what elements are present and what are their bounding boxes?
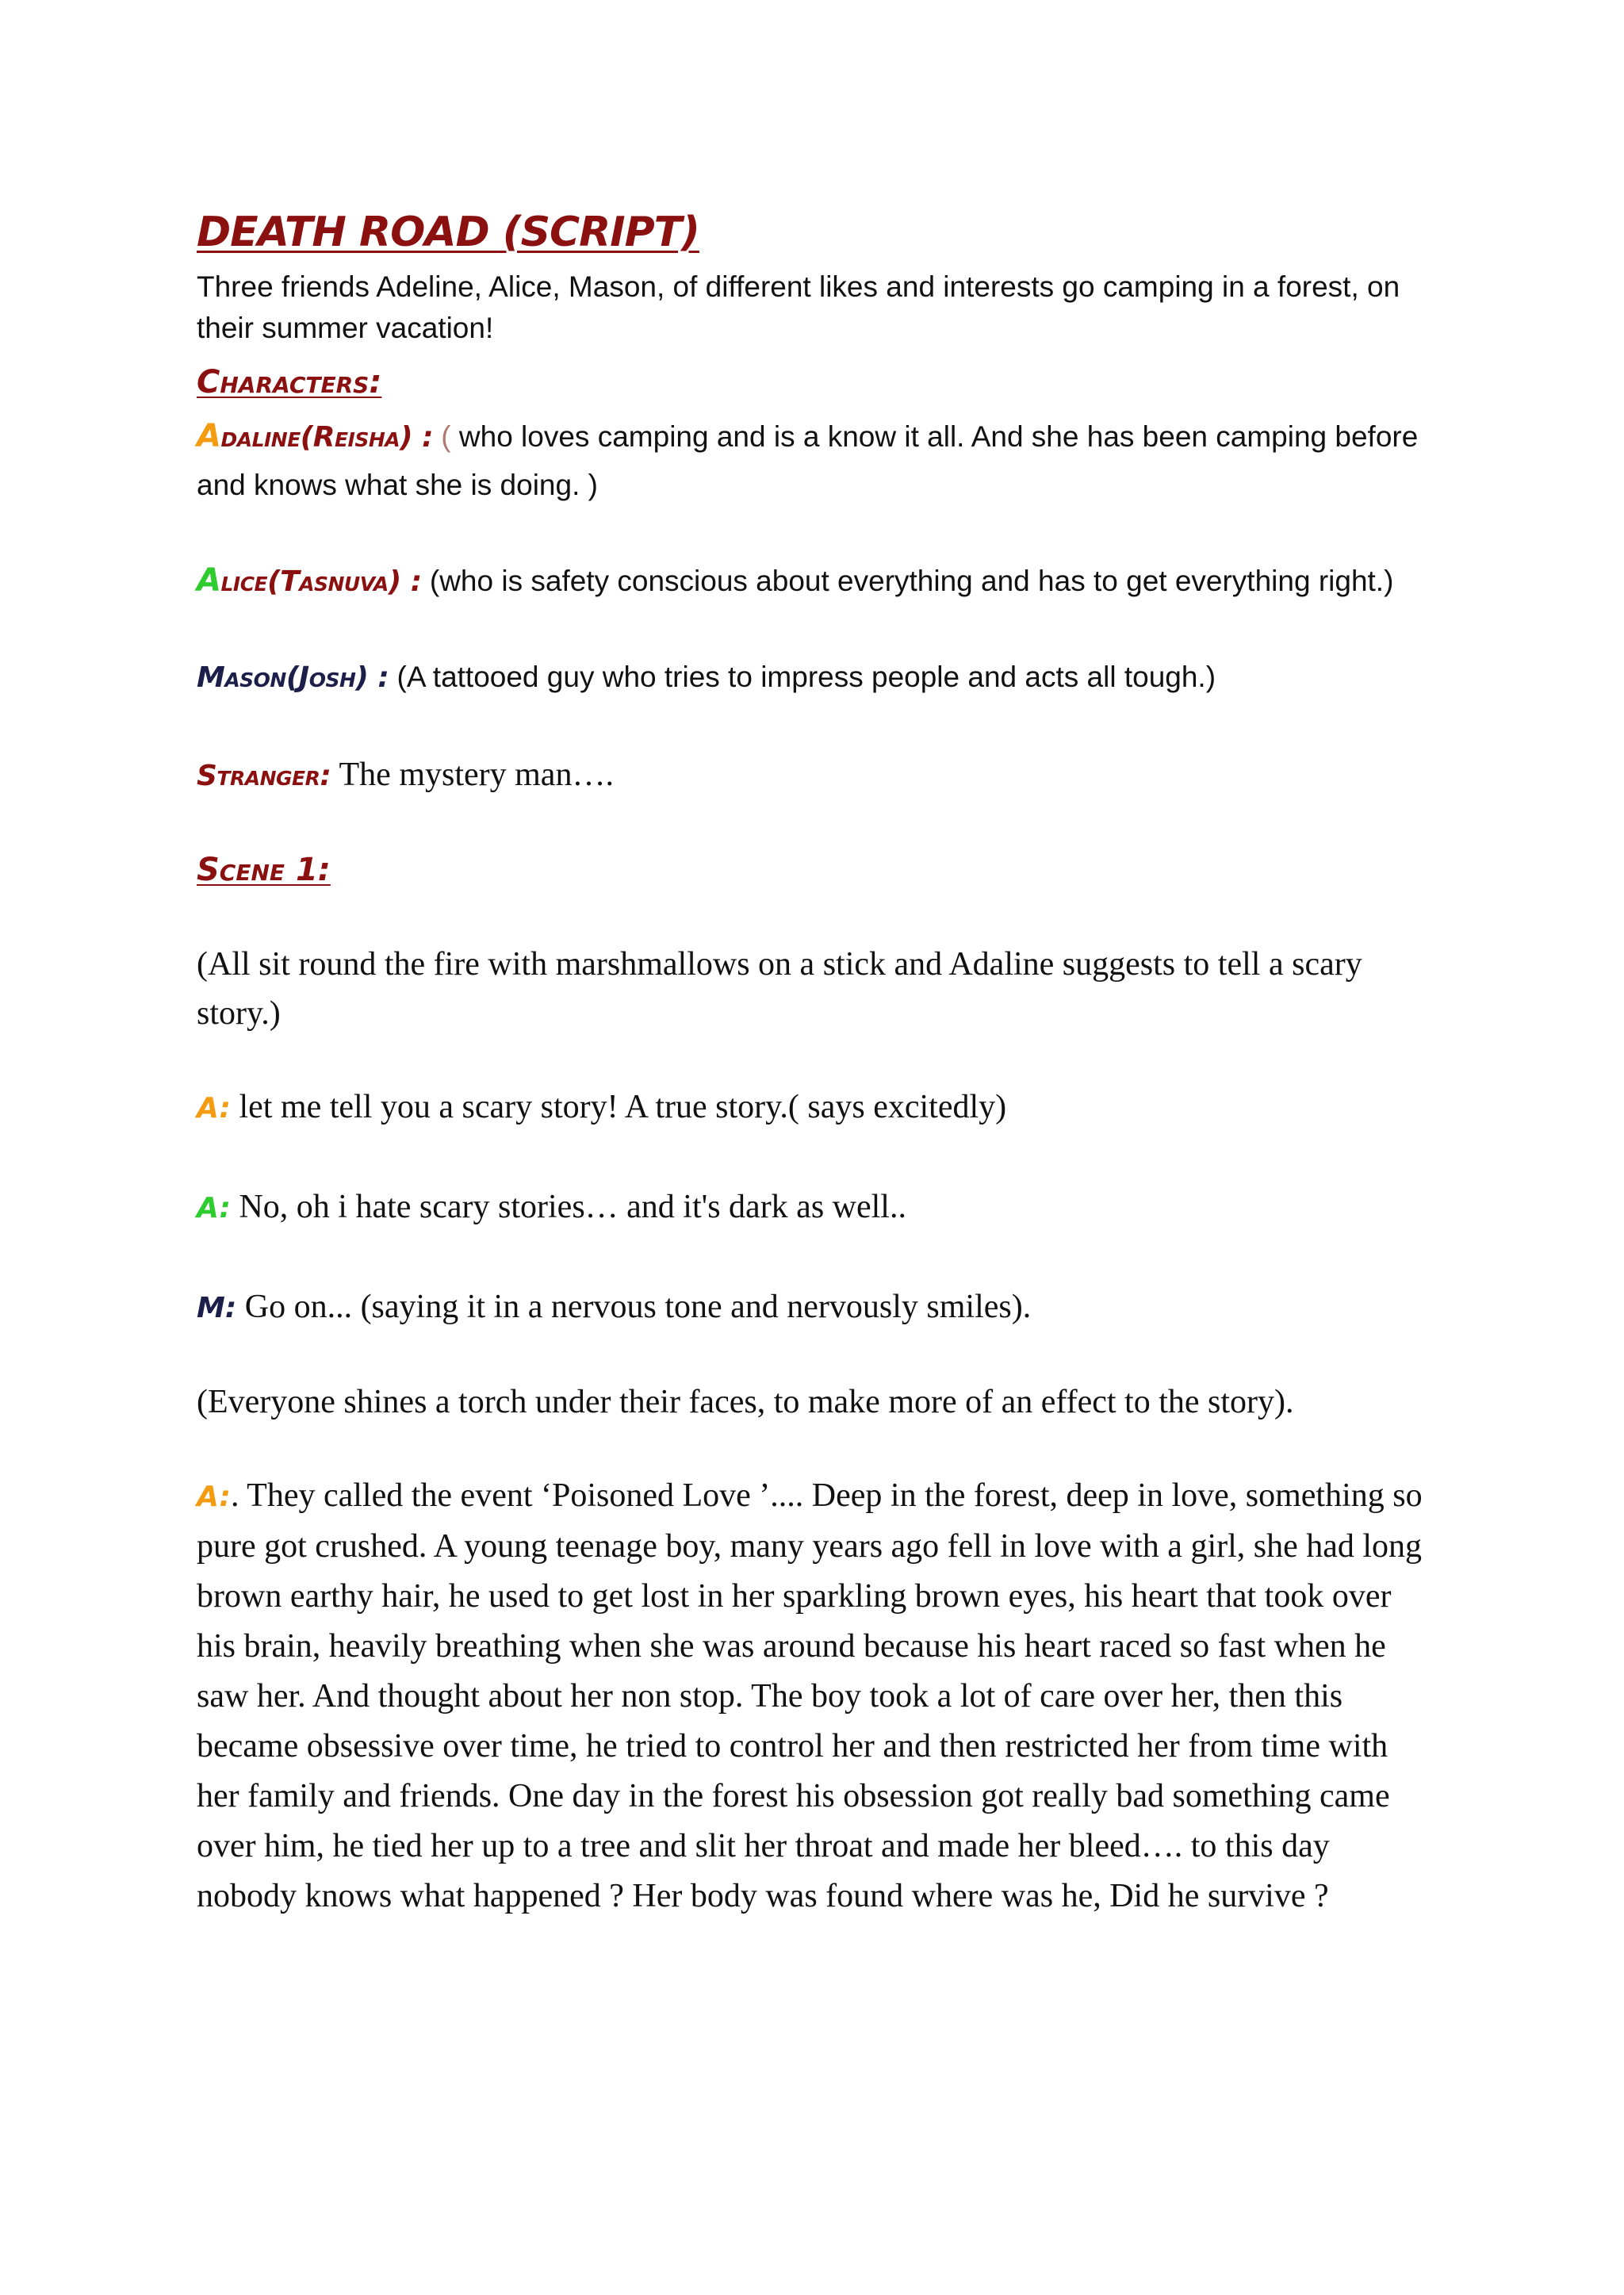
character-mason: [197, 653, 1434, 702]
alice-initial: A: [197, 562, 221, 599]
speaker-adaline-2: A:: [197, 1481, 231, 1513]
speaker-adaline-1: A:: [197, 1092, 231, 1125]
adaline-initial: A: [197, 418, 221, 454]
dialogue-line-4: [197, 1471, 1434, 1921]
dialogue-text-1: let me tell you a scary story! A true story.( says excitedly): [239, 1089, 1007, 1125]
dialogue-line-1: [197, 1082, 1434, 1133]
stranger-name: Stranger:: [197, 760, 331, 792]
alice-name: lice(Tasnuva) :: [220, 565, 422, 598]
dialogue-line-3: [197, 1282, 1434, 1333]
mason-name: Mason(Josh) :: [197, 661, 389, 694]
dialogue-text-3: Go on... (saying it in a nervous tone and nervously smiles).: [244, 1289, 1032, 1325]
speaker-alice: A:: [197, 1192, 231, 1224]
intro-paragraph: Three friends Adeline, Alice, Mason, of different likes and interests go camping in a forest, on their summer vacation!: [197, 270, 1400, 344]
speaker-mason: M:: [197, 1292, 237, 1324]
stage-direction-1: (All sit round the fire with marshmallows on a stick and Adaline suggests to tell a scary story.): [197, 946, 1362, 1032]
character-name-alice: [197, 562, 422, 599]
scene-heading: Scene 1:: [197, 852, 331, 888]
character-adaline: [197, 412, 1434, 509]
adaline-description: who loves camping and is a know it all. And she has been camping before and knows what she is doing. ): [197, 420, 1419, 501]
characters-heading: Characters:: [197, 364, 382, 400]
character-stranger: [197, 751, 1434, 800]
dialogue-line-2: [197, 1182, 1434, 1233]
alice-description: (who is safety conscious about everything and has to get everything right.): [429, 565, 1394, 597]
document-title: DEATH ROAD (SCRIPT): [197, 209, 699, 256]
script-body: [197, 205, 1434, 1921]
adaline-open-paren: (: [441, 420, 451, 453]
character-alice: [197, 557, 1434, 606]
adaline-name: daline(Reisha) :: [220, 421, 434, 454]
stage-direction-2: (Everyone shines a torch under their faces, to make more of an effect to the story).: [197, 1384, 1294, 1420]
dialogue-text-2: No, oh i hate scary stories… and it's dark as well..: [239, 1189, 906, 1225]
mason-description: (A tattooed guy who tries to impress people and acts all tough.): [396, 661, 1216, 693]
character-name-adaline: [197, 418, 434, 454]
story-text: . They called the event ‘Poisoned Love ’.... Deep in the forest, deep in love, something so pure got crushed. A young teenage boy, many years ago fell in love with a girl, she had long brown earthy hair, he used to get lost in her sparkling brown eyes, his heart that took over his brain, heavily breathing when she was around because his heart raced so fast when he saw her. And thought about her non stop. The boy took a lot of care over her, then this became obsessive over time, he tried to control her and then restricted her from time with her family and friends. One day in the forest his obsession got really bad something came over him, he tied her up to a tree and slit her throat and made her bleed…. to this day nobody knows what happened ? Her body was found where was he, Did he survive ?: [197, 1477, 1423, 1914]
stranger-description: The mystery man….: [339, 757, 614, 793]
